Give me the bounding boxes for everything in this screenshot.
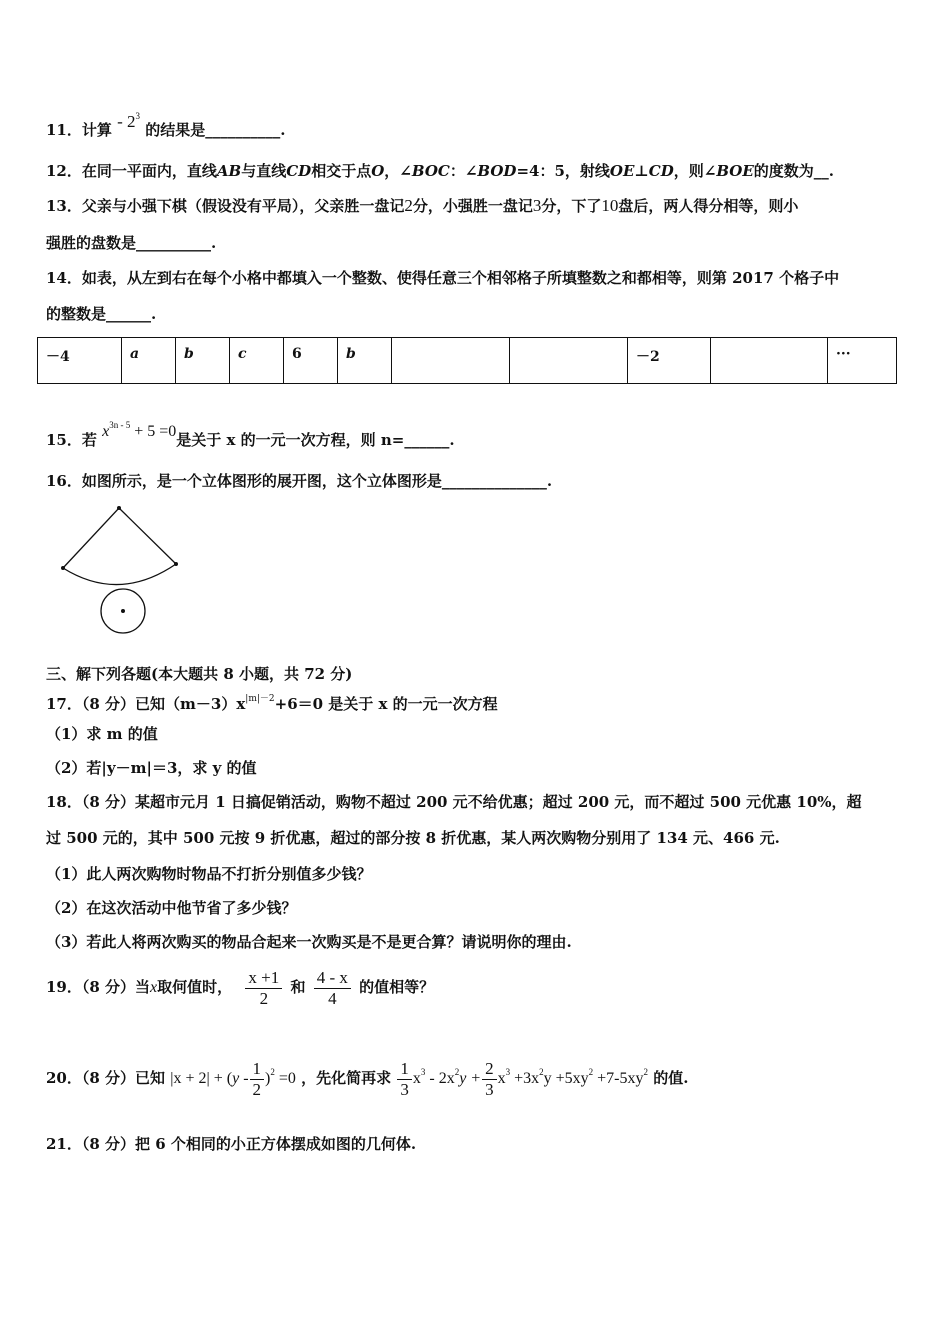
table-cell: －4 (38, 338, 122, 384)
question-18-part3: （3）若此人将两次购买的物品合起来一次购买是不是更合算？请说明你的理由. (46, 933, 572, 951)
question-13: 13．父亲与小强下棋（假设没有平局），父亲胜一盘记2分，小强胜一盘记3分，下了10盘后，两人得分相等，则小 (46, 196, 799, 215)
fraction-2: $\frac{4 - x}{4}$ (314, 968, 351, 1009)
question-16: 16．如图所示，是一个立体图形的展开图，这个立体图形是______________. (46, 472, 553, 490)
question-14: 14．如表，从左到右在每个小格中都填入一个整数、使得任意三个相邻格子所填整数之和都相等，则第 2017 个格子中 (46, 269, 840, 287)
table-cell: －2 (628, 338, 711, 384)
table-cell: b (176, 338, 230, 384)
cone-net-figure (55, 503, 190, 638)
question-15: 15．若 $x^{3n - 5} + 5 =0$是关于 x 的一元一次方程，则 n=______. (46, 420, 455, 449)
question-12: 12．在同一平面内，直线AB与直线CD相交于点O，∠BOC：∠BOD=4：5，射线OE⊥CD，则∠BOE的度数为__. (46, 162, 835, 180)
section-3-heading: 三、解下列各题(本大题共 8 小题，共 72 分) (46, 665, 353, 683)
question-18-part2: （2）在这次活动中他节省了多少钱？ (46, 899, 297, 917)
table-cell: a (122, 338, 176, 384)
q20-polynomial: $x^3 - 2x^2y$ + (412, 1067, 482, 1087)
table-cell: ··· (828, 338, 897, 384)
question-17-part1: （1）求 m 的值 (46, 725, 158, 743)
question-19: 19．（8 分）当x取何值时， $\frac{x +1}{2}$ 和 $\frac{4 - x}{4}$ 的值相等？ (46, 967, 435, 1008)
question-11 (46, 111, 286, 140)
table-cell: b (338, 338, 392, 384)
question-18-line2: 过 500 元的，其中 500 元按 9 折优惠，超过的部分按 8 折优惠，某人两次购物分别用了 134 元、466 元. (46, 829, 780, 847)
question-17: 17．（8 分）已知$(m-3)x^{|m|-2}+6=0$ 是关于 x 的一元一次方程 (46, 694, 498, 713)
sequence-table (37, 337, 897, 384)
table-cell: 6 (284, 338, 338, 384)
question-20: 20．（8 分）已知 |x + 2| + (y - $\frac{1}{2}$ )$^2$ =0 ，先化简再求 $\frac{1}{3}$ $x^3 - 2x^2y$ + $\frac{2}{3}$ $x^3 +3x^2y +5xy^2 +7-5xy^2$ 的值. (46, 1058, 689, 1099)
table-cell: c (230, 338, 284, 384)
table-cell (510, 338, 628, 384)
question-21: 21．（8 分）把 6 个相同的小正方体摆成如图的几何体. (46, 1135, 417, 1153)
question-18-part1: （1）此人两次购物时物品不打折分别值多少钱？ (46, 865, 372, 883)
question-14-line2: 的整数是______. (46, 305, 157, 323)
fraction-1: $\frac{x +1}{2}$ (245, 968, 282, 1009)
question-18: 18．（8 分）某超市元月 1 日搞促销活动，购物不超过 200 元不给优惠；超过 200 元，而不超过 500 元优惠 10%，超 (46, 793, 862, 811)
question-13-line2: 强胜的盘数是__________. (46, 234, 217, 252)
q11-answer-blank: 的结果是__________. (145, 121, 286, 139)
table-cell (711, 338, 828, 384)
q15-equation: $x^{3n - 5} + 5 =0$ (102, 420, 177, 440)
question-17-part2: （2）若|y－m|＝3，求 y 的值 (46, 759, 257, 777)
table-cell (392, 338, 510, 384)
q11-expression: - $2^3$ (117, 111, 141, 131)
q11-text: 11．计算 (46, 121, 112, 139)
q20-condition: |x + 2| + (y - (170, 1070, 249, 1087)
